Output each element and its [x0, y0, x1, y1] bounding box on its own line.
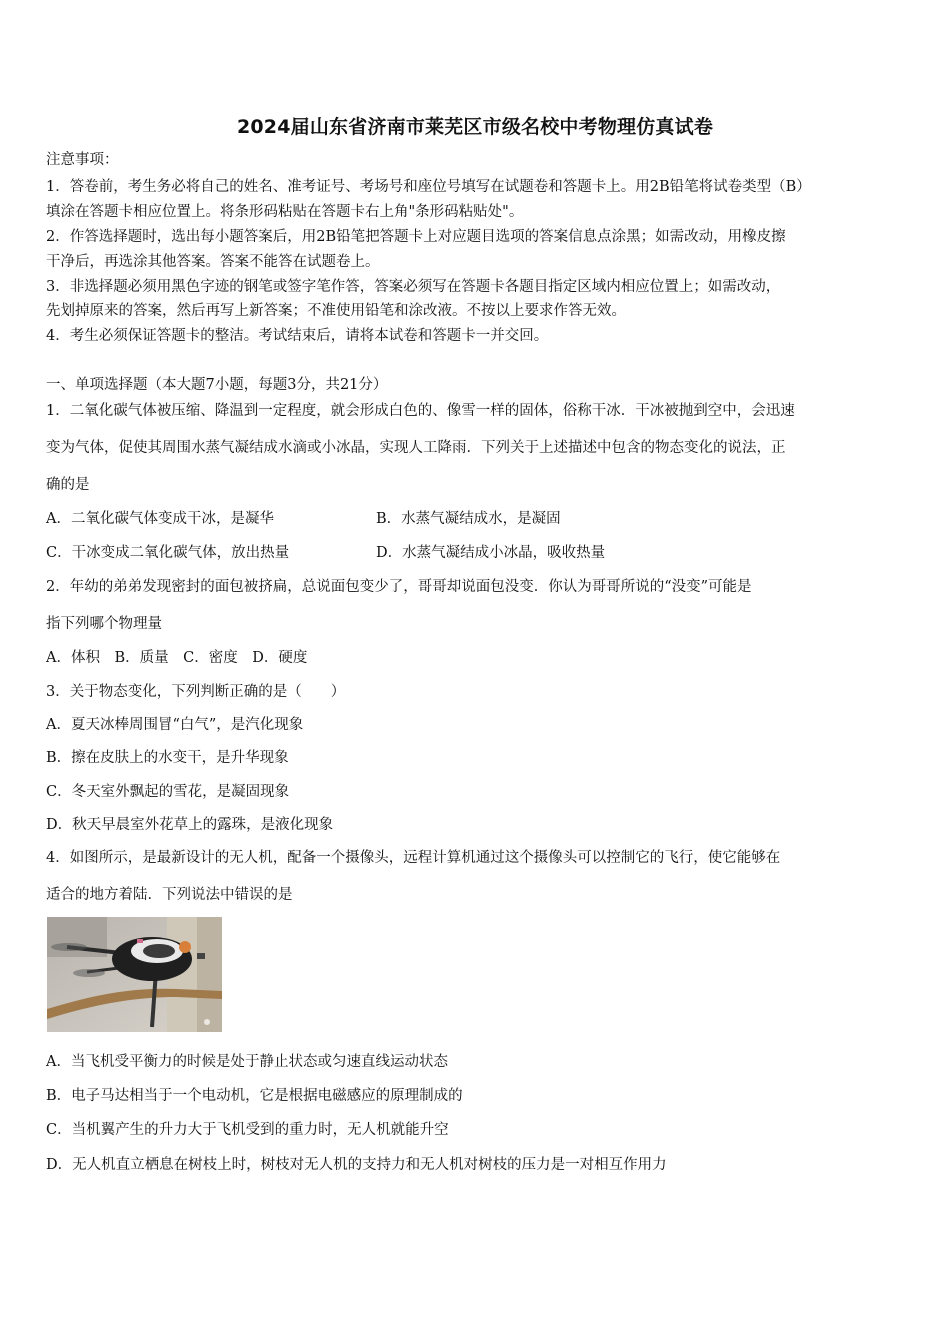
question-3-stem: 3．关于物态变化，下列判断正确的是（ ）: [46, 684, 346, 700]
drone-photo: [47, 917, 222, 1032]
notice-line: 先划掉原来的答案，然后再写上新答案；不准使用铅笔和涂改液。不按以上要求作答无效。: [46, 303, 626, 319]
question-3-option-c: C．冬天室外飘起的雪花，是凝固现象: [46, 784, 290, 800]
question-4-option-d: D．无人机直立栖息在树枝上时，树枝对无人机的支持力和无人机对树枝的压力是一对相互作用力: [46, 1157, 667, 1173]
question-3-option-b: B．擦在皮肤上的水变干，是升华现象: [46, 750, 289, 766]
notice-line: 1．答卷前，考生务必将自己的姓名、准考证号、考场号和座位号填写在试题卷和答题卡上。用2B铅笔将试卷类型（B）: [46, 179, 811, 195]
page-title: 2024届山东省济南市莱芜区市级名校中考物理仿真试卷: [236, 116, 714, 138]
question-4-option-b: B．电子马达相当于一个电动机，它是根据电磁感应的原理制成的: [46, 1088, 463, 1104]
question-1-option-c: C．干冰变成二氧化碳气体，放出热量: [46, 545, 290, 561]
question-1-stem: 确的是: [46, 477, 90, 493]
question-1-option-b: B．水蒸气凝结成水，是凝固: [376, 511, 561, 527]
question-3-option-a: A．夏天冰棒周围冒“白气”，是汽化现象: [46, 717, 304, 733]
question-1-stem: 1．二氧化碳气体被压缩、降温到一定程度，就会形成白色的、像雪一样的固体，俗称干冰．干冰被抛到空中，会迅速: [46, 403, 795, 419]
question-4-stem: 4．如图所示，是最新设计的无人机，配备一个摄像头，远程计算机通过这个摄像头可以控制它的飞行，使它能够在: [46, 850, 781, 866]
question-1-stem: 变为气体，促使其周围水蒸气凝结成水滴或小冰晶，实现人工降雨．下列关于上述描述中包含的物态变化的说法，正: [46, 440, 786, 456]
question-3-option-d: D．秋天早晨室外花草上的露珠，是液化现象: [46, 817, 334, 833]
notice-line: 填涂在答题卡相应位置上。将条形码粘贴在答题卡右上角"条形码粘贴处"。: [46, 204, 524, 220]
drone-illustration: [47, 917, 222, 1032]
question-4-option-a: A．当飞机受平衡力的时候是处于静止状态或匀速直线运动状态: [46, 1054, 448, 1070]
notice-line: 3．非选择题必须用黑色字迹的钢笔或签字笔作答，答案必须写在答题卡各题目指定区域内相应位置上；如需改动，: [46, 279, 781, 295]
notice-line: 2．作答选择题时，选出每小题答案后，用2B铅笔把答题卡上对应题目选项的答案信息点涂黑；如需改动，用橡皮擦: [46, 229, 786, 245]
section-heading: 一、单项选择题（本大题7小题，每题3分，共21分）: [46, 377, 388, 393]
question-2-stem: 2．年幼的弟弟发现密封的面包被挤扁，总说面包变少了，哥哥却说面包没变．你认为哥哥所说的“没变”可能是: [46, 579, 752, 595]
question-4-option-c: C．当机翼产生的升力大于飞机受到的重力时，无人机就能升空: [46, 1122, 449, 1138]
notice-line: 4．考生必须保证答题卡的整洁。考试结束后，请将本试卷和答题卡一并交回。: [46, 328, 549, 344]
notice-heading: 注意事项：: [46, 152, 119, 168]
notice-line: 干净后，再选涂其他答案。答案不能答在试题卷上。: [46, 254, 380, 270]
question-2-stem: 指下列哪个物理量: [46, 616, 162, 632]
question-1-option-a: A．二氧化碳气体变成干冰，是凝华: [46, 511, 274, 527]
question-2-options: A．体积 B．质量 C．密度 D．硬度: [46, 650, 308, 666]
question-1-option-d: D．水蒸气凝结成小冰晶，吸收热量: [376, 545, 606, 561]
question-4-stem: 适合的地方着陆．下列说法中错误的是: [46, 887, 293, 903]
